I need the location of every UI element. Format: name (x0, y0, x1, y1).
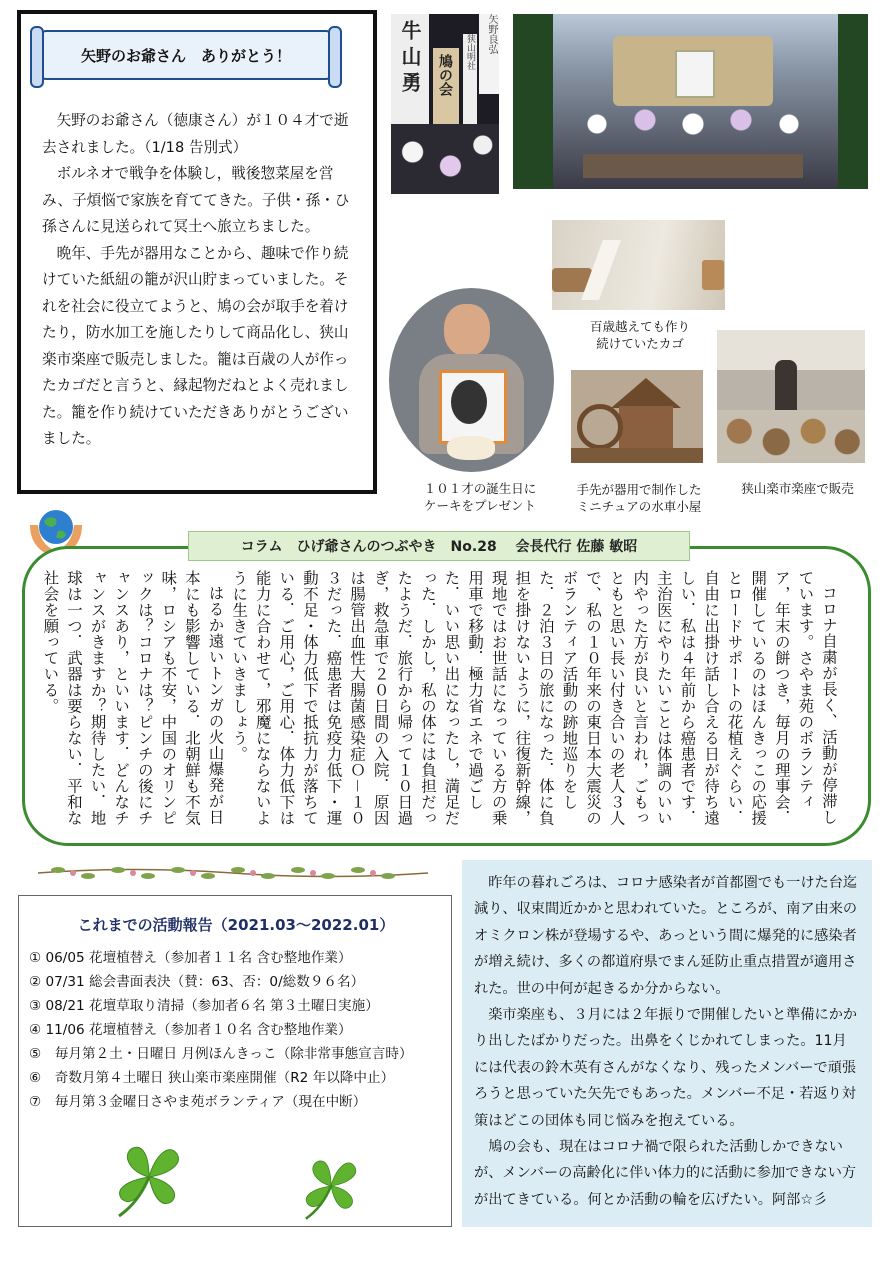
activity-list (29, 946, 449, 1114)
column-body (41, 570, 840, 832)
activity-item: ⑦ 毎月第３金曜日さやま苑ボランティア（現在中断） (29, 1094, 367, 1110)
miniature-photo (571, 370, 703, 463)
basket-photo (552, 220, 725, 310)
activity-item: ② 07/31 総会書面表決（賛：63、否：0/総数９６名） (29, 974, 365, 990)
column-header: コラム ひげ爺さんのつぶやき No.28 会長代行 佐藤 敏昭 (188, 531, 690, 561)
tribute-paragraph: 矢野のお爺さん（徳康さん）が１０４才で逝去されました。（1/18 告別式） (42, 112, 349, 156)
news-box (462, 860, 872, 1227)
caption-miniature: 手先が器用で制作した ミニチュアの水車小屋 (576, 482, 702, 514)
caption-basket: 百歳越えても作り 続けていたカゴ (589, 319, 690, 351)
clover-icon (289, 1148, 373, 1224)
birthday-photo (389, 288, 554, 472)
column-paragraph: コロナ自粛が長く、活動が停滞しています。さやま苑のボランティア，年末の餅つき，毎月の理事会．開催しているのはほんきっこの応援とロードサポートの花植えぐらい．自由に出掛け話し合える日が待ち遠しい．私は４年前から癌患者です．主治医にやりたいことは体調のいい内やった方が良いと言われ，ごもっともと思い長い付き合いの老人３人で、私の１０年来の東日本大震災のボランティア活動の跡地巡りをした．２泊３日の旅になった．体に負担を掛けないように，往復新幹線，現地ではお世話になっている方の乗用車で移動．極力省エネで過ごした．いい思い出になったし，満足だった．しかし，私の体には負担だったようだ．旅行から帰って１０日過ぎ，救急車で２０日間の入院．原因は腸管出血性大腸菌感染症Ｏ－１０３だった．癌患者は免疫力低下・運動不足・体力低下で抵抗力が落ちている．ご用心，ご用心．体力低下は能力に合わせて，邪魔にならないように生きていきましょう。 (230, 570, 838, 826)
news-paragraph: 鳩の会も、現在はコロナ禍で限られた活動しかできないが、メンバーの高齢化に伴い体力的に活動に参加できない方が出てきている。何とか活動の輪を広げたい。阿部☆彡 (474, 1139, 857, 1208)
caption-birthday: １０１才の誕生日に ケーキをプレゼント (423, 481, 537, 513)
activity-item: ⑥ 奇数月第４土曜日 狭山楽市楽座開催（R2 年以降中止） (29, 1070, 395, 1086)
market-photo (717, 330, 865, 463)
tribute-paragraph: 晩年、手先が器用なことから、趣味で作り続けていた紙紐の籠が沢山貯まっていました。それを社会に役立てようと、鳩の会が取手を着けたり，防水加工を施したりして商品化し、狭山楽市楽座で販売しました。籠は百歳の人が作ったカゴだと言うと、縁起物だねとよく売れました。籠を作り続けていただきありがとうございました。 (42, 244, 349, 447)
tribute-title: 矢野のお爺さん ありがとう！ (40, 30, 332, 80)
funeral-sign-name: 牛山勇 (398, 20, 422, 98)
altar-photo (513, 14, 868, 189)
funeral-sign-name: 鳩の会 (437, 54, 453, 96)
activity-item: ④ 11/06 花壇植替え（参加者１０名 含む整地作業） (29, 1022, 352, 1038)
funeral-sign-name: 矢野良弘 (479, 14, 499, 94)
activity-item: ① 06/05 花壇植替え（参加者１１名 含む整地作業） (29, 950, 352, 966)
activity-item: ⑤ 毎月第２土・日曜日 月例ほんきっこ（除非常事態宣言時） (29, 1046, 413, 1062)
activity-report-box (18, 895, 452, 1227)
tribute-body (42, 108, 358, 453)
news-paragraph: 昨年の暮れごろは、コロナ感染者が首都圏でも一けた台迄減り、収束間近かかと思われていた。ところが、南ア由来のオミクロン株が登場するや、あっという間に爆発的に感染者が増え続け、多くの都道府県でまん延防止重点措置が適用された。世の中何が起きるか分からない。 (474, 875, 858, 997)
activity-item: ③ 08/21 花壇草取り清掃（参加者６名 第３土曜日実施） (29, 998, 379, 1014)
tribute-paragraph: ボルネオで戦争を体験し，戦後惣菜屋を営み、子煩悩で家族を育ててきた。子供・孫・ひ孫さんに見送られて冥土へ旅立ちました。 (42, 165, 350, 235)
clover-icon (99, 1132, 199, 1222)
activity-title: これまでの活動報告（2021.03～2022.01） (77, 916, 395, 934)
leaf-garland-divider (38, 862, 428, 884)
news-paragraph: 楽市楽座も、３月には２年振りで開催したいと準備にかかり出したばかりだった。出鼻をくじかれてしまった。11月には代表の鈴木英有さんがなくなり、残ったメンバーで頑張ろうと思っていた矢先でもあった。メンバー不足・若返り対策はどこの団体も同じ悩みを抱えている。 (474, 1007, 858, 1129)
funeral-sign-photo (391, 14, 499, 194)
caption-market: 狭山楽市楽座で販売 (741, 481, 854, 496)
column-paragraph: はるか遠いトンガの火山爆発が日本にも影響している．北朝鮮も不気味，ロシアも不安，中国のオリンピックは？コロナは？ピンチの後にチャンスあり，といいます．どんなチャンスがきますか？期待したい．地球は一つ．武器は要らない．平和な社会を願っている。 (41, 570, 225, 826)
funeral-sign-name: 狭山明社 (463, 34, 477, 124)
